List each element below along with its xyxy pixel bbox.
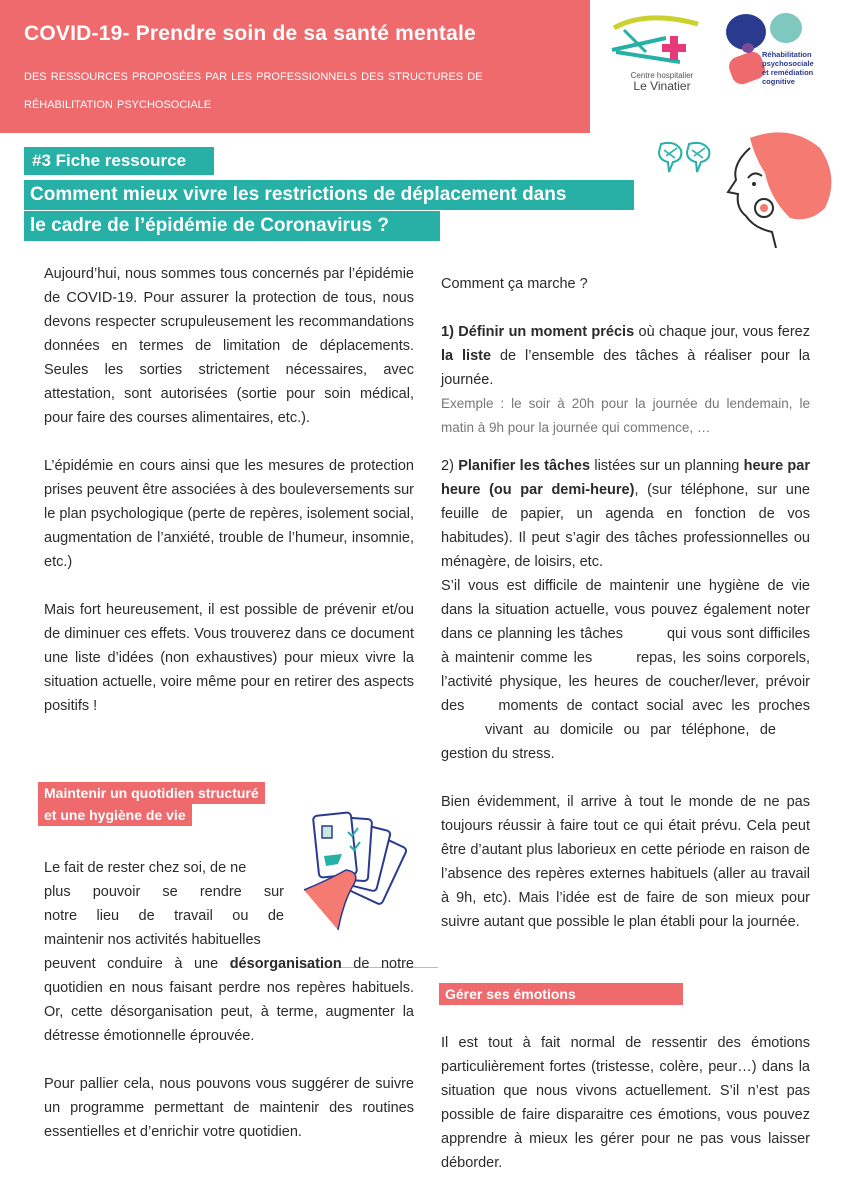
speech-bubbles-icon	[655, 140, 715, 180]
header-banner	[0, 0, 590, 133]
section-quotidien-heading	[38, 782, 265, 826]
intro-paragraph: Aujourd’hui, nous sommes tous concernés par l’épidémie de COVID-19. Pour assurer la protection de tous, nous devons respecter scrupuleusement les recommandations données en termes de limitation de déplacements. Seules les sorties strictement nécessaires, avec attestation, sont autorisées (sortie pour soin médical, pour faire des courses alimentaires, etc.).	[44, 266, 414, 426]
hygiene-paragraph	[441, 574, 810, 766]
disorg-text	[44, 952, 414, 1048]
programme-paragraph: Pour pallier cela, nous pouvons vous suggérer de suivre un programme permettant de maintenir des routines essentielles et d’enrichir votre quotidien.	[44, 1076, 414, 1140]
section-emotions-label: Gérer ses émotions	[439, 983, 683, 1005]
disorg-text-b: de notre quotidien en nous faisant perdre nos repères habituels. Or, cette désorganisation peut, à terme, augmenter la détresse émotionnelle éprouvée.	[44, 956, 414, 1044]
right-column	[441, 272, 810, 934]
rehab-caption	[762, 50, 842, 86]
title-line-1: Comment mieux vivre les restrictions de déplacement dans	[24, 180, 634, 210]
rehab-caption-line3: et remédiation	[762, 68, 814, 77]
step-1-text-b: de l’ensemble des tâches à réaliser pour la journée.	[441, 348, 810, 388]
epidemic-paragraph: L’épidémie en cours ainsi que les mesures de protection prises peuvent être associées à des bouleversements sur le plan psychologique (perte de repères, isolement social, augmentation de l’anxiété, trouble de l’humeur, insomnie, etc.)	[44, 458, 414, 570]
vinatier-caption-line1: Centre hospitalier	[630, 71, 694, 80]
step-1-text-a: où chaque jour, vous ferez	[638, 324, 810, 340]
disorg-line-2: plus pouvoir se rendre sur	[44, 884, 284, 900]
vinatier-logo	[606, 8, 716, 93]
step-2-bold2: heure par heure (ou par demi-heure)	[441, 458, 810, 498]
rehab-logo	[722, 8, 842, 98]
emotions-block	[441, 1031, 810, 1175]
disorg-line-1: Le fait de rester chez soi, de ne	[44, 860, 247, 876]
how-it-works: Comment ça marche ?	[441, 276, 588, 292]
section-quotidien-line1: Maintenir un quotidien structuré	[38, 782, 265, 804]
step-1	[441, 320, 810, 392]
disorganisation-paragraph-top	[44, 856, 284, 952]
hygiene-text-f: gestion du stress.	[441, 746, 555, 762]
prevention-paragraph: Mais fort heureusement, il est possible de prévenir et/ou de diminuer ces effets. Vous trouverez dans ce document une liste d’idées (non exhaustives) pour mieux vivre la situation actuelle, voire même pour en retirer des aspects positifs !	[44, 602, 414, 714]
hygiene-text-b: qui vous sont difficiles à maintenir comme les	[441, 626, 810, 666]
hygiene-text-e: vivant au domicile ou par téléphone, de	[485, 722, 776, 738]
disorg-line-3: notre lieu de travail ou de	[44, 908, 284, 924]
rehab-caption-line2: psychosociale	[762, 59, 814, 68]
hygiene-text-a: S’il vous est difficile de maintenir une hygiène de vie dans la situation actuelle, vous pouvez également noter dans ce planning les tâches	[441, 578, 810, 642]
header-subtitle: des ressources proposées par les professionnels des structures de réhabilitation psychosociale	[24, 67, 483, 112]
disorg-text-bold: désorganisation	[229, 956, 342, 972]
step-2	[441, 454, 810, 574]
header-title: COVID-19- Prendre soin de sa santé mentale	[24, 22, 476, 45]
vinatier-caption-line2: Le Vinatier	[633, 79, 691, 93]
disorg-line-4: maintenir nos activités habituelles	[44, 932, 261, 948]
step-2-text-b: , (sur téléphone, sur une feuille de papier, un agenda en fonction de vos habitudes). Il peut s’agir des tâches professionnelles ou ménagère, de loisirs, etc.	[441, 482, 810, 570]
vinatier-logo-icon	[606, 8, 716, 70]
disorganisation-paragraph-bottom	[44, 952, 414, 1144]
planning-cards-icon	[298, 800, 418, 940]
disorg-text-a: peuvent conduire à une	[44, 956, 219, 972]
emotions-paragraph: Il est tout à fait normal de ressentir des émotions particulièrement fortes (tristesse, colère, peur…) dans la situation que nous vivons actuellement. S’il n’est pas possible de faire disparaitre ces émotions, vous pouvez apprendre à mieux les gérer pour ne pas vous laisser déborder.	[441, 1035, 810, 1171]
rehab-caption-line1: Réhabilitation	[762, 50, 812, 59]
step-2-number: 2)	[441, 458, 454, 474]
step-1-number: 1)	[441, 324, 454, 340]
hygiene-text-d: moments de contact social avec les proches	[498, 698, 810, 714]
step-1-example: Exemple : le soir à 20h pour la journée du lendemain, le matin à 9h pour la journée qui commence, …	[441, 396, 810, 435]
bien-evidemment-paragraph: Bien évidemment, il arrive à tout le monde de ne pas toujours réussir à faire tout ce qui était prévu. Cela peut être d’autant plus laborieux en cette période en raison de l’absence des repères externes habituels (aller au travail à 9h, etc). Mais l’idée est de faire de son mieux pour suivre autant que possible le plan établi pour la journée.	[441, 794, 810, 930]
face-illustration-icon	[710, 128, 840, 248]
vinatier-caption	[620, 70, 704, 93]
rehab-caption-line4: cognitive	[762, 77, 795, 86]
section-quotidien-line2: et une hygiène de vie	[38, 804, 192, 826]
left-column	[44, 262, 414, 718]
step-1-bold2: la liste	[441, 348, 492, 364]
hygiene-text-c: repas, les soins corporels, l’activité physique, les heures de coucher/lever, prévoir des	[441, 650, 811, 714]
section-emotions-heading	[439, 983, 683, 1005]
title-line-2: le cadre de l’épidémie de Coronavirus ?	[24, 211, 440, 241]
step-2-bold: Planifier les tâches	[458, 458, 591, 474]
step-1-bold: Définir un moment précis	[458, 324, 635, 340]
step-2-text-a: listées sur un planning	[594, 458, 740, 474]
fiche-label: #3 Fiche ressource	[24, 147, 214, 175]
